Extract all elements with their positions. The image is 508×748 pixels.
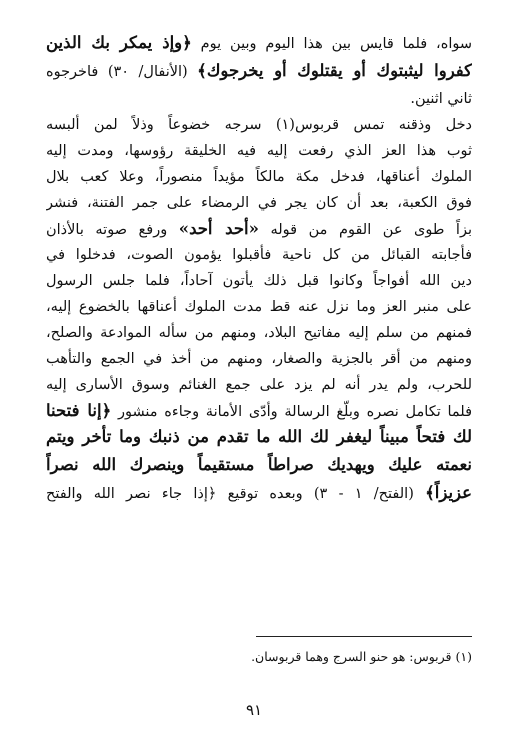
line-text: فلما تكامل نصره وبلّغ الرسالة وأدّى الأمانة وجاءه منشور [111, 404, 472, 420]
line-text: (الفتح/ ١ - ٣) وبعده توقيع ﴿إذا جاء نصر الله والفتح [46, 486, 426, 502]
text-line [46, 480, 472, 506]
text-line [46, 86, 472, 112]
line-text: فأجابته القبائل من كل ناحية فأقبلوا يؤمون الصوت، فدخلوا في [46, 247, 472, 263]
text-line [46, 424, 472, 450]
text-line [46, 452, 472, 478]
line-text: ثاني اثنين. [410, 91, 472, 107]
quran-quote: عزيزاً﴾ [425, 483, 472, 502]
text-line [46, 112, 472, 138]
text-line [46, 164, 472, 190]
quran-quote: لك فتحاً مبيناً ليغفر لك الله ما تقدم من ذنبك وما تأخر ويتم [46, 427, 472, 446]
text-line [46, 138, 472, 164]
text-line [46, 372, 472, 398]
text-line [46, 190, 472, 216]
text-line [46, 58, 472, 84]
footnote: (١) قربوس: هو حنو السرج وهما قربوسان. [251, 649, 472, 664]
line-text: دخل وذقنه تمس قربوس(١) سرجه خضوعاً وذلاً لمن ألبسه [46, 117, 472, 133]
line-text: (الأنفال/ ٣٠) فاخرجوه [46, 64, 198, 80]
line-text: على منبر العز وما نزل عنه قط مدت الملوك أعناقها بالخضوع إليه، [46, 299, 472, 315]
text-line [46, 398, 472, 424]
quran-quote: ﴿إنا فتحنا [46, 401, 112, 420]
text-line [46, 30, 472, 56]
line-text: بزاً طوى عن القوم من قوله [258, 222, 472, 238]
line-text: ومنهم من أقر بالجزية والصغار، ومنهم من أخذ في الجمع والتأهب [46, 351, 472, 367]
line-text: للحرب، ولم يدر أنه لم يزد على جمع الغنائم وسوق الأسارى إليه [46, 377, 472, 393]
quran-quote: «أحد أحد» [178, 219, 259, 238]
quran-quote: نعمته عليك ويهديك صراطاً مستقيماً وينصرك الله نصراً [46, 455, 472, 474]
page-number: ٩١ [245, 701, 263, 719]
line-text: الملوك أعناقها، فدخل مكة مالكاً مؤيداً منصوراً، وعلا كعب بلال [46, 169, 472, 185]
line-text: دين الله أفواجاً وكانوا قبل ذلك يأتون آحاداً، فلما جلس الرسول [46, 273, 472, 289]
text-line [46, 242, 472, 268]
footnote-separator [256, 636, 472, 637]
quran-quote: ﴿وإذ يمكر بك الذين [46, 33, 192, 52]
text-line [46, 294, 472, 320]
text-line [46, 216, 472, 242]
quran-quote: كفروا ليثبتوك أو يقتلوك أو يخرجوك﴾ [197, 61, 472, 80]
line-text: سواه، فلما قايس بين هذا اليوم وبين يوم [191, 36, 472, 52]
text-line [46, 346, 472, 372]
line-text: فمنهم من سلم إليه مفاتيح البلاد، ومنهم من سأله الموادعة والصلح، [46, 325, 472, 341]
line-text: ثوب هذا العز الذي رفعت إليه فيه الخليقة رؤوسها، ومدت إليه [46, 143, 472, 159]
text-line [46, 320, 472, 346]
text-line [46, 268, 472, 294]
line-text: ورفع صوته بالأذان [46, 222, 179, 238]
line-text: فوق الكعبة، بعد أن كان يجر في الرمضاء على جمر الفتنة، فنشر [46, 195, 472, 211]
